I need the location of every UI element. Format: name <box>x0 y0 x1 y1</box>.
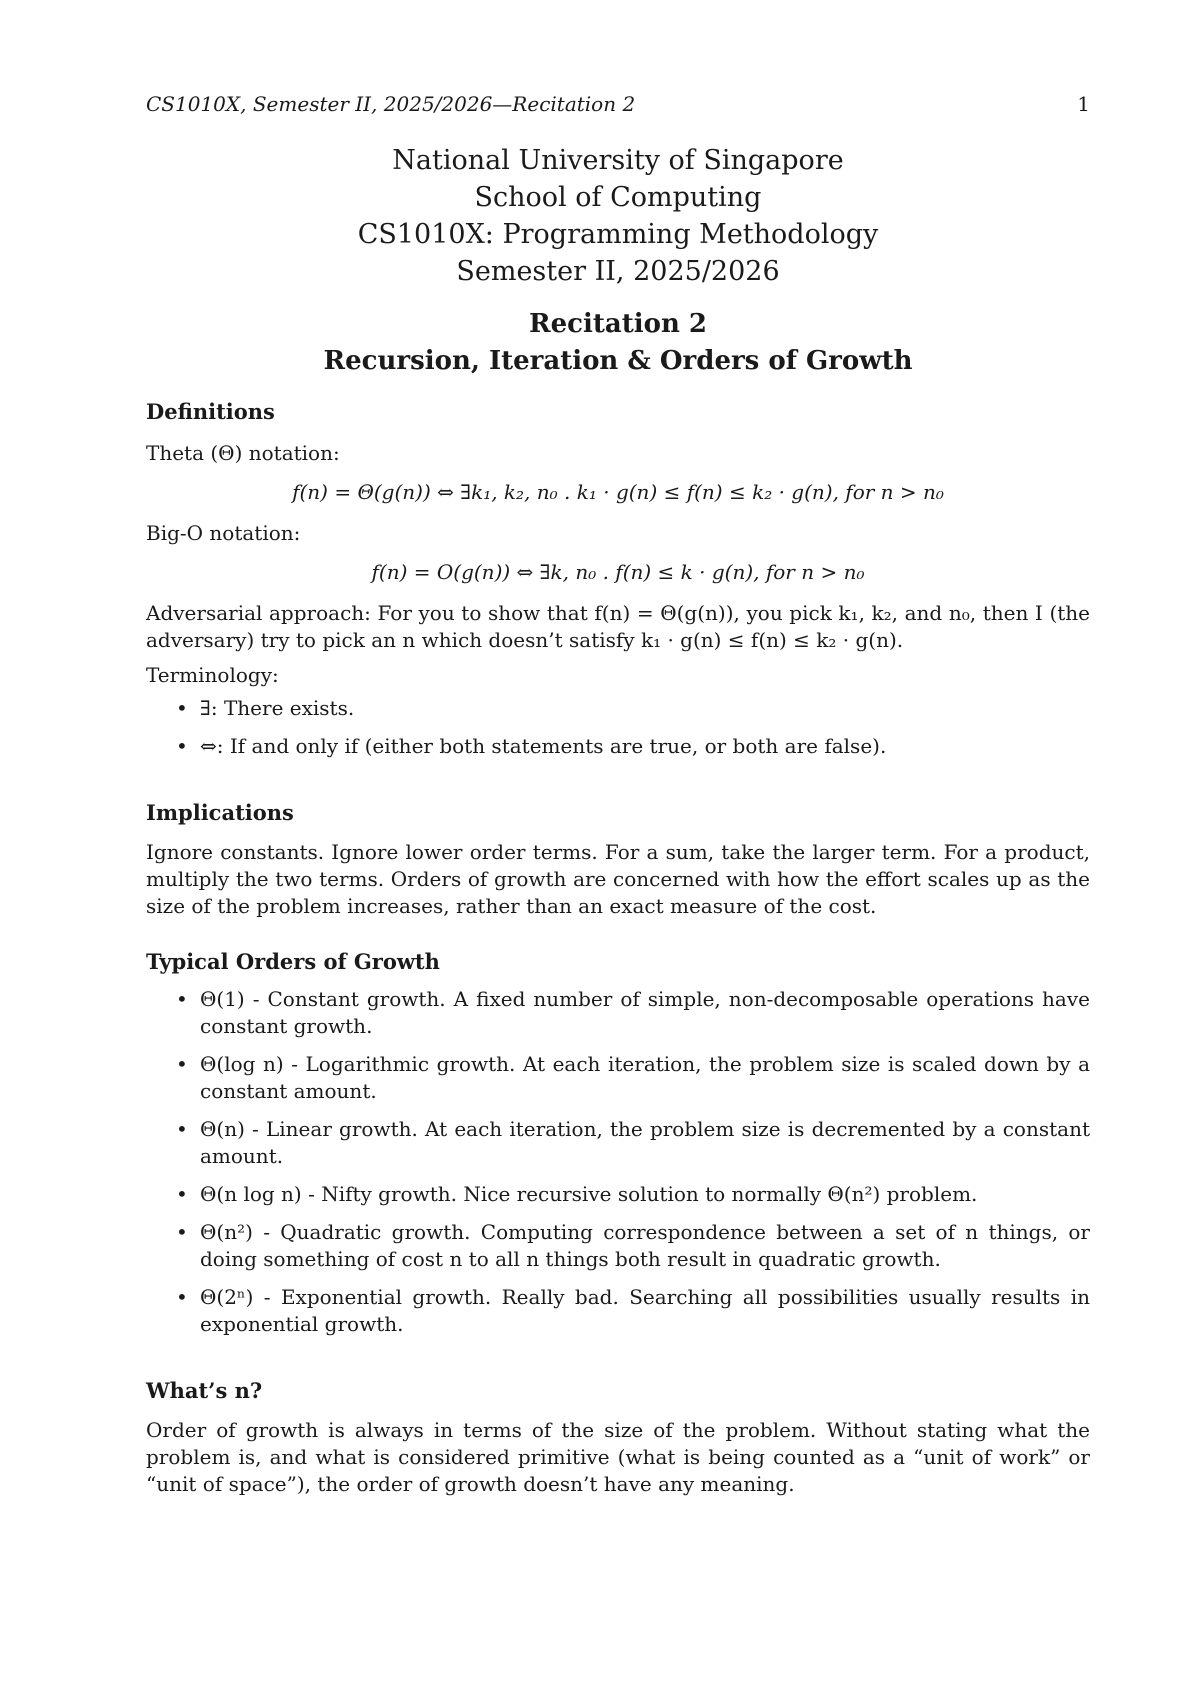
running-head <box>146 92 1090 116</box>
bullet-icon: • <box>176 1220 188 1244</box>
recitation-subtitle: Recursion, Iteration & Orders of Growth <box>323 346 913 376</box>
bigo-label: Big-O notation: <box>146 521 301 545</box>
list-item: • Θ(n) - Linear growth. At each iteration, the problem size is decremented by a constant amount. <box>176 1117 1090 1168</box>
bullet-icon: • <box>176 734 188 758</box>
course-name: CS1010X: Programming Methodology <box>357 219 879 250</box>
definitions-heading: Definitions <box>146 399 275 424</box>
bullet-icon: • <box>176 1285 188 1309</box>
list-item: • ⇔: If and only if (either both statements are true, or both are false). <box>176 734 887 758</box>
whats-n-paragraph: Order of growth is always in terms of the size of the problem. Without stating what the problem is, and what is considered primitive (what is being counted as a “unit of work” or “unit of space”), the order of growth doesn’t have any meaning. <box>146 1418 1090 1496</box>
list-item: • Θ(n²) - Quadratic growth. Computing correspondence between a set of n things, or doing something of cost n to all n things both result in quadratic growth. <box>176 1220 1090 1271</box>
page-number: 1 <box>1077 92 1090 116</box>
school-name: School of Computing <box>474 182 762 213</box>
document-body <box>146 398 1090 1498</box>
growth-list <box>146 986 1090 1338</box>
bullet-icon: • <box>176 1182 188 1206</box>
implications-paragraph: Ignore constants. Ignore lower order terms. For a sum, take the larger term. For a product, multiply the two terms. Orders of growth are concerned with how the effort scales up as the size of the problem increases, rather than an exact measure of the cost. <box>146 840 1090 918</box>
implications-heading: Implications <box>146 800 294 825</box>
list-item: • Θ(2ⁿ) - Exponential growth. Really bad. Searching all possibilities usually results in exponential growth. <box>176 1285 1090 1336</box>
university-name: National University of Singapore <box>392 145 844 176</box>
running-head-text: CS1010X, Semester II, 2025/2026—Recitation 2 <box>146 92 636 116</box>
list-item: • Θ(log n) - Logarithmic growth. At each iteration, the problem size is scaled down by a constant amount. <box>176 1052 1090 1103</box>
bullet-icon: • <box>176 1117 188 1141</box>
bullet-icon: • <box>176 696 188 720</box>
title-block <box>146 142 1090 380</box>
terminology-label: Terminology: <box>146 663 279 687</box>
theta-formula: f(n) = Θ(g(n)) ⇔ ∃k₁, k₂, n₀ . k₁ · g(n) ≤ f(n) ≤ k₂ · g(n), for n > n₀ <box>292 480 944 504</box>
whats-n-heading: What’s n? <box>146 1378 263 1403</box>
semester: Semester II, 2025/2026 <box>456 256 780 287</box>
list-item: • Θ(1) - Constant growth. A fixed number of simple, non-decomposable operations have constant growth. <box>176 987 1090 1038</box>
theta-label: Theta (Θ) notation: <box>146 441 340 465</box>
adversarial-paragraph: Adversarial approach: For you to show that f(n) = Θ(g(n)), you pick k₁, k₂, and n₀, then I (the adversary) try to pick an n which doesn’t satisfy k₁ · g(n) ≤ f(n) ≤ k₂ · g(n). <box>146 601 1090 652</box>
recitation-title: Recitation 2 <box>529 309 707 339</box>
bullet-icon: • <box>176 987 188 1011</box>
bullet-icon: • <box>176 1052 188 1076</box>
list-item: • ∃: There exists. <box>176 696 355 720</box>
bigo-formula: f(n) = O(g(n)) ⇔ ∃k, n₀ . f(n) ≤ k · g(n), for n > n₀ <box>371 560 865 584</box>
list-item: • Θ(n log n) - Nifty growth. Nice recursive solution to normally Θ(n²) problem. <box>176 1182 978 1206</box>
typical-orders-heading: Typical Orders of Growth <box>146 949 440 974</box>
terminology-list <box>146 695 1090 760</box>
